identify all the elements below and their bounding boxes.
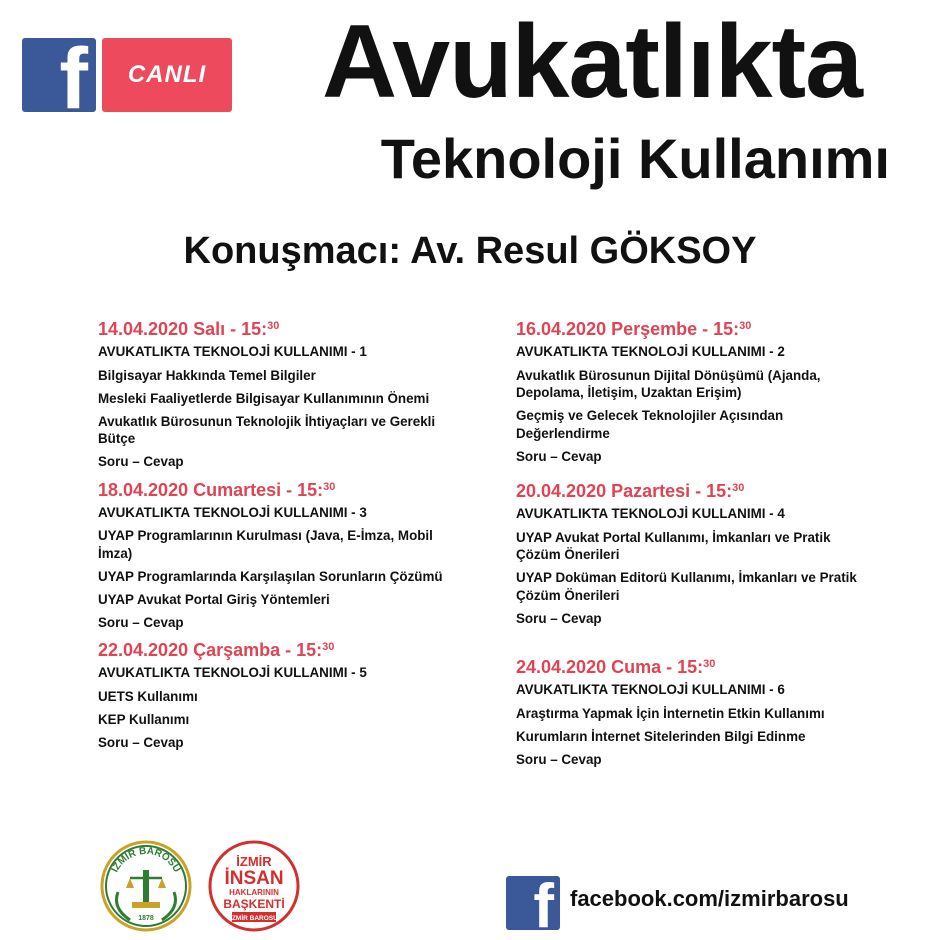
session-topic: Araştırma Yapmak İçin İnternetin Etkin Kullanımı <box>516 705 825 721</box>
session-heading: AVUKATLIKTA TEKNOLOJİ KULLANIMI - 3 <box>98 504 367 520</box>
session-topic: UYAP Avukat Portal Kullanımı, İmkanları ve Pratik Çözüm Önerileri <box>516 529 831 562</box>
session-date <box>98 315 443 340</box>
session-date <box>516 653 861 678</box>
session-topic: Avukatlık Bürosunun Dijital Dönüşümü (Ajanda, Depolama, İletişim, Uzaktan Erişim) <box>516 367 821 400</box>
session-time-sup: 30 <box>323 480 336 493</box>
session-time-sup: 30 <box>703 658 716 670</box>
session-topic: Geçmiş ve Gelecek Teknolojiler Açısından Değerlendirme <box>516 408 784 441</box>
session-3 <box>98 476 443 632</box>
session-topic: Soru – Cevap <box>516 448 602 464</box>
session-date-text: 14.04.2020 Salı - 15: <box>98 319 268 339</box>
izmir-barosu-emblem-icon <box>100 840 192 932</box>
session-topic: UETS Kullanımı <box>98 688 198 704</box>
speaker-surname: GÖKSOY <box>589 230 757 272</box>
session-4 <box>516 477 861 627</box>
speaker-line <box>0 232 940 270</box>
facebook-icon <box>22 38 96 112</box>
session-topic: Kurumların İnternet Sitelerinden Bilgi Edinme <box>516 728 806 744</box>
baro-arc-text: İZMİR BAROSU <box>109 845 183 875</box>
session-date <box>98 636 443 661</box>
facebook-url-link[interactable]: facebook.com/izmirbarosu <box>570 886 849 911</box>
session-topic: Soru – Cevap <box>98 734 184 750</box>
session-date-text: 18.04.2020 Cumartesi - 15: <box>98 479 324 500</box>
session-time-sup: 30 <box>267 320 280 332</box>
session-5 <box>98 636 443 751</box>
session-6 <box>516 653 861 768</box>
session-date <box>516 477 861 502</box>
session-date <box>516 315 861 340</box>
facebook-letter: f <box>59 38 88 112</box>
facebook-icon[interactable] <box>506 876 560 930</box>
session-date-text: 20.04.2020 Pazartesi - 15: <box>516 481 733 501</box>
session-1 <box>98 315 443 471</box>
schedule-column-right <box>516 315 861 768</box>
session-topic: UYAP Programlarının Kurulması (Java, E-İmza, Mobil İmza) <box>98 528 433 561</box>
session-heading: AVUKATLIKTA TEKNOLOJİ KULLANIMI - 1 <box>98 344 367 359</box>
session-date-text: 22.04.2020 Çarşamba - 15: <box>98 640 323 660</box>
session-topic: KEP Kullanımı <box>98 711 190 727</box>
insan-line-3: HAKLARININ <box>229 888 279 897</box>
facebook-letter: f <box>533 876 554 930</box>
session-topic: UYAP Programlarında Karşılaşılan Sorunların Çözümü <box>98 568 443 584</box>
speaker-prefix: Konuşmacı: Av. Resul <box>183 230 590 272</box>
session-topic: Soru – Cevap <box>516 751 602 767</box>
session-heading: AVUKATLIKTA TEKNOLOJİ KULLANIMI - 4 <box>516 506 785 521</box>
session-time-sup: 30 <box>739 320 752 332</box>
session-topic: Soru – Cevap <box>516 610 602 626</box>
schedule-column-left <box>98 315 443 751</box>
session-topic: Mesleki Faaliyetlerde Bilgisayar Kullanımının Önemi <box>98 390 430 406</box>
session-heading: AVUKATLIKTA TEKNOLOJİ KULLANIMI - 2 <box>516 344 785 359</box>
baro-year: 1878 <box>138 915 154 922</box>
insan-line-2: İNSAN <box>224 868 284 889</box>
session-time-sup: 30 <box>322 641 335 653</box>
insan-line-5: İZMİR BAROSU <box>230 915 278 922</box>
session-heading: AVUKATLIKTA TEKNOLOJİ KULLANIMI - 5 <box>98 665 367 680</box>
live-badge: CANLI <box>102 38 232 112</box>
session-topic: UYAP Doküman Editorü Kullanımı, İmkanları ve Pratik Çözüm Önerileri <box>516 570 857 603</box>
insan-haklari-badge-icon <box>208 840 300 932</box>
session-time-sup: 30 <box>732 482 745 494</box>
session-topic: Bilgisayar Hakkında Temel Bilgiler <box>98 367 316 383</box>
session-heading: AVUKATLIKTA TEKNOLOJİ KULLANIMI - 6 <box>516 682 785 697</box>
session-topic: Soru – Cevap <box>98 614 184 630</box>
insan-line-4: BAŞKENTİ <box>223 897 285 911</box>
title-line-1: Avukatlıkta <box>321 4 863 120</box>
session-topic: UYAP Avukat Portal Giriş Yöntemleri <box>98 591 330 607</box>
session-date-text: 16.04.2020 Perşembe - 15: <box>516 319 740 339</box>
session-date <box>98 476 443 501</box>
title-line-2: Teknoloji Kullanımı <box>380 127 890 190</box>
session-date-text: 24.04.2020 Cuma - 15: <box>516 657 704 677</box>
insan-line-1: İZMİR <box>236 854 272 869</box>
session-2 <box>516 315 861 465</box>
session-topic: Soru – Cevap <box>98 454 184 469</box>
session-topic: Avukatlık Bürosunun Teknolojik İhtiyaçları ve Gerekli Bütçe <box>98 413 436 446</box>
